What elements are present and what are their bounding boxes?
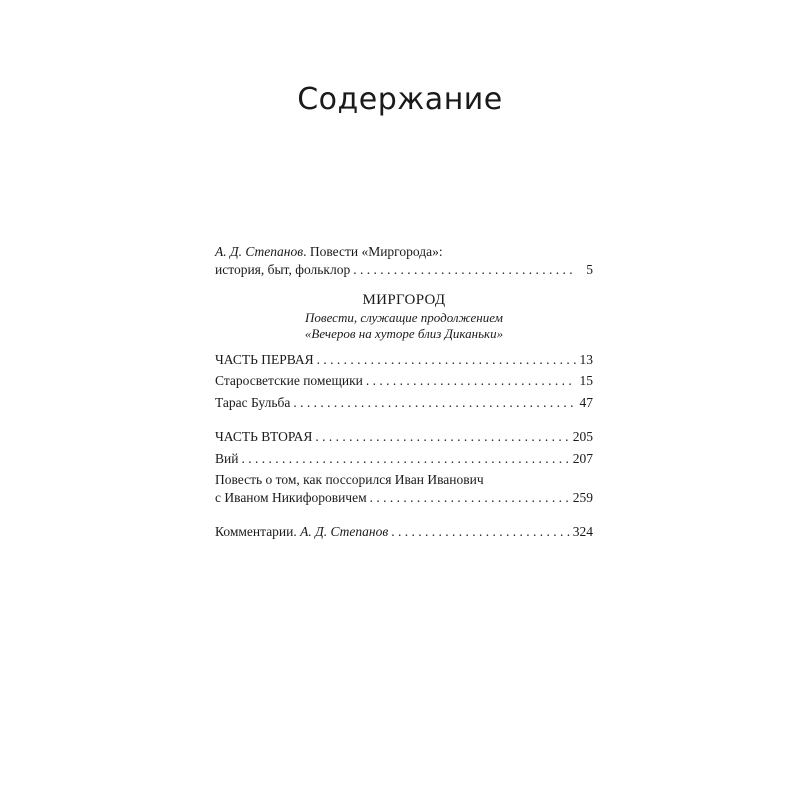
intro-title-line2: история, быт, фольклор — [215, 261, 351, 277]
section-heading — [215, 292, 593, 342]
entry-label — [215, 523, 388, 541]
toc-entry-intro[interactable] — [215, 261, 593, 279]
page-number: 205 — [572, 429, 593, 444]
part-label: ЧАСТЬ ПЕРВАЯ — [215, 351, 314, 367]
commentary-label: Комментарии. — [215, 524, 297, 539]
dot-leader — [317, 351, 576, 369]
dot-leader — [241, 450, 569, 468]
commentary-author: А. Д. Степанов — [300, 524, 389, 539]
toc-entry-taras-bulba[interactable] — [215, 394, 593, 412]
section-title: МИРГОРОД — [362, 292, 446, 308]
dot-leader — [353, 261, 576, 279]
page-number: 13 — [579, 351, 593, 367]
page-number: 15 — [579, 373, 593, 388]
toc-entry-part1[interactable] — [215, 351, 593, 369]
section-subtitle-line1: Повести, служащие продолжением — [305, 309, 503, 325]
entry-label: Старосветские помещики — [215, 373, 363, 388]
section-subtitle-line2: «Вечеров на хуторе близ Диканьки» — [304, 325, 504, 341]
page-number: 5 — [586, 261, 593, 277]
toc-entry-part2[interactable] — [215, 428, 593, 446]
toc-entry-viy[interactable] — [215, 450, 593, 468]
dot-leader — [293, 394, 576, 412]
entry-label: Вий — [215, 450, 239, 466]
page-number: 207 — [572, 450, 593, 466]
toc-entry-intro-line1 — [215, 243, 593, 261]
part-label: ЧАСТЬ ВТОРАЯ — [215, 429, 313, 444]
page-number: 47 — [579, 394, 593, 410]
dot-leader — [315, 428, 569, 446]
entry-label: Тарас Бульба — [215, 394, 291, 410]
dot-leader — [366, 372, 576, 390]
page-title: Содержание — [297, 82, 503, 117]
intro-author: А. Д. Степанов — [215, 244, 304, 259]
table-of-contents — [215, 243, 593, 541]
entry-label: с Иваном Никифоровичем — [215, 489, 367, 505]
intro-title-line1: . Повести «Миргорода»: — [303, 244, 443, 259]
dot-leader — [370, 489, 570, 507]
toc-entry-povest[interactable] — [215, 489, 593, 507]
toc-entry-commentary[interactable] — [215, 523, 593, 541]
page-number: 324 — [572, 524, 593, 539]
toc-entry-povest-line1: Повесть о том, как поссорился Иван Иванович — [215, 472, 484, 487]
dot-leader — [391, 523, 570, 541]
page-number: 259 — [572, 489, 593, 505]
toc-entry-starosvetskie[interactable] — [215, 372, 593, 390]
